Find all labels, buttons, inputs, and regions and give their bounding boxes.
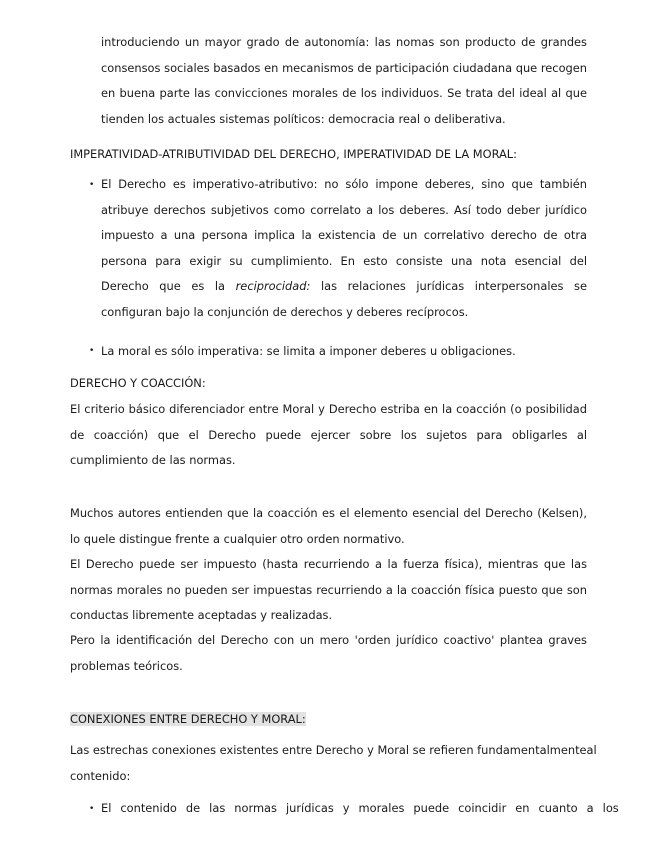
italic-term-reciprocidad: reciprocidad: (235, 279, 311, 294)
paragraph-conexiones-line2: contenido: (70, 769, 131, 783)
intro-paragraph: introduciendo un mayor grado de autonomía: las nomas son producto de grandes consensos sociales basados en mecanismos de participación ciudadana que recogen en buena parte las convicciones morales de los individuos. Se trata del ideal al que tienden los actuales sistemas políticos: democracia real o deliberativa. (101, 35, 587, 126)
bullet-marker: • (89, 346, 95, 356)
bullet-item-text: El Derecho es imperativo-atributivo: no sólo impone deberes, sino que también atribuye derechos subjetivos como correlato a los deberes. Así todo deber jurídico impuesto a una persona implica la existencia de un correlativo derecho de otra persona para exigir su cumplimiento. En esto consiste una nota esencial del Derecho que es la (101, 177, 587, 294)
paragraph-impuesto: El Derecho puede ser impuesto (hasta recurriendo a la fuerza física), mientras que las normas morales no pueden ser impuestas recurriendo a la coacción física puesto que son conductas libremente aceptadas y realizadas. (70, 557, 587, 623)
paragraph-conexiones-line1: Las estrechas conexiones existentes entre Derecho y Moral se refieren fundamentalmenteal (70, 743, 597, 757)
heading-conexiones (70, 710, 306, 728)
heading-imperatividad: IMPERATIVIDAD-ATRIBUTIVIDAD DEL DERECHO, IMPERATIVIDAD DE LA MORAL: (70, 147, 517, 161)
bullet-item-text-continued: las relaciones jurídicas interpersonales se configuran bajo la conjunción de derechos y deberes recíprocos. (101, 279, 587, 319)
heading-coaccion: DERECHO Y COACCIÓN: (70, 376, 206, 390)
paragraph-orden-coactivo: Pero la identificación del Derecho con un mero 'orden jurídico coactivo' plantea graves problemas teóricos. (70, 633, 587, 673)
bullet-item-moral-imperativa: La moral es sólo imperativa: se limita a imponer deberes u obligaciones. (101, 344, 516, 358)
bullet-marker: • (89, 180, 95, 190)
bullet-item-derecho-imperativo (101, 172, 587, 326)
paragraph-kelsen: Muchos autores entienden que la coacción es el elemento esencial del Derecho (Kelsen), lo quele distingue frente a cualquier otro orden normativo. (70, 506, 587, 546)
highlighted-heading-text: CONEXIONES ENTRE DERECHO Y MORAL: (70, 712, 306, 726)
bullet-marker: • (89, 804, 95, 814)
bullet-item-contenido: El contenido de las normas jurídicas y morales puede coincidir en cuanto a los (101, 801, 619, 815)
paragraph-criterio: El criterio básico diferenciador entre Moral y Derecho estriba en la coacción (o posibilidad de coacción) que el Derecho puede ejercer sobre los sujetos para obligarles al cumplimiento de las normas. (70, 402, 587, 468)
